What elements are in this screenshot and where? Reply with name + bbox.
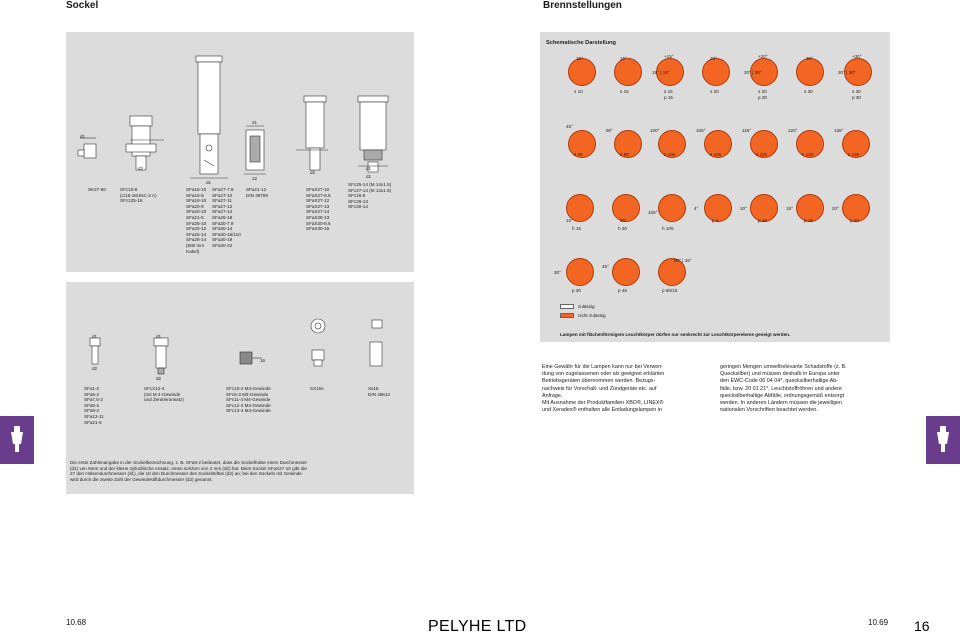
angle-label: 15° bbox=[576, 56, 583, 61]
legend-swatch-not-allowed bbox=[560, 313, 574, 318]
position-code: s 105 bbox=[710, 152, 722, 157]
position-code: p 4 bbox=[712, 218, 719, 223]
position-disk bbox=[612, 258, 640, 286]
angle-label: 90° bbox=[606, 128, 613, 133]
position-disk bbox=[796, 58, 824, 86]
position-code: s 15 bbox=[620, 89, 629, 94]
position-disk bbox=[566, 258, 594, 286]
angle-label: 30° bbox=[806, 56, 813, 61]
body-text-col1: Eine Gewähr für die Lampen kann nur bei Verwen- dung von zugelassenen oder als geeignet erklärten Betriebsgeräten übernommen werden. Bezugs- nachweis für Vorschalt- und Zündgeräte etc. auf Anfrage. Mit Ausnahme der Produktfamilien XBO®, LINEX® und Xeradex® enthalten alle Entladungslampen in bbox=[542, 364, 665, 414]
socket-group-label: SFa1-2 SFa6-2 SFa7,5-2 SFa8-2 SFa9-2 SFa12-11 SFa21-5 bbox=[84, 386, 104, 425]
left-footer-code: 10.68 bbox=[66, 618, 87, 627]
dim-label: d1 bbox=[366, 174, 372, 179]
angle-label: 30° bbox=[620, 218, 627, 223]
socket-group-label: Xs15 DIN 49613 bbox=[368, 386, 390, 397]
position-disk bbox=[702, 58, 730, 86]
burning-positions-panel bbox=[540, 32, 890, 342]
dim-label: d1 bbox=[92, 334, 98, 339]
position-code: s 30 p 30 bbox=[852, 89, 861, 100]
legend-swatch-allowed bbox=[560, 304, 574, 309]
position-code: p 20 bbox=[850, 218, 859, 223]
position-code: h 30 bbox=[618, 226, 627, 231]
position-code: s 30 bbox=[804, 89, 813, 94]
position-code: s 115 bbox=[756, 152, 767, 157]
dim-label: d1 bbox=[156, 334, 162, 339]
angle-label: +15° bbox=[664, 54, 674, 59]
lamp-orientation-note: Lampen mit flächenförmigem Leuchtkörper dürfen nur senkrecht zur Leuchtkörperebene geneigt werden. bbox=[560, 332, 791, 337]
position-code: s 120 bbox=[802, 152, 814, 157]
angle-label: 20° bbox=[710, 56, 717, 61]
angle-label: 115° bbox=[742, 128, 752, 133]
socket-panel-top bbox=[66, 32, 414, 272]
position-code: s 45 bbox=[574, 152, 583, 157]
angle-extra-label: 15° | 15° bbox=[652, 70, 670, 75]
schema-title: Schematische Darstellung bbox=[546, 40, 616, 46]
side-tab-right bbox=[926, 416, 960, 464]
dim-label: d1 bbox=[366, 166, 372, 171]
angle-label: 30° bbox=[554, 270, 561, 275]
left-page-title: Sockel bbox=[66, 0, 99, 11]
angle-label: 45° bbox=[566, 124, 573, 129]
position-code: s 135 bbox=[848, 152, 860, 157]
angle-label: 105° bbox=[648, 210, 658, 215]
position-code: p 45 bbox=[618, 288, 627, 293]
angle-label: 4° bbox=[694, 206, 699, 211]
position-code: s 90 bbox=[620, 152, 629, 157]
angle-label: 20° bbox=[832, 206, 839, 211]
socket-group-label: SFc25-14 (M 14x1.5) SFc27-14 (M 14x1.5) SFc16-6 SFc26-13 SFc30-14 bbox=[348, 182, 392, 210]
socket-panel-bottom bbox=[66, 282, 414, 494]
position-code: h 15 bbox=[572, 226, 581, 231]
angle-label: 15° bbox=[786, 206, 793, 211]
legend-label-allowed: zulässig bbox=[578, 304, 595, 309]
dim-label: 16 bbox=[260, 358, 266, 363]
socket-group-label: SFc10-4 M4-Gewinde SFc6-3 M3-Gewinde SFc11-4 M4-Gewinde SFc12-4 M4-Gewinde SFc13-4 M4-Gewinde bbox=[226, 386, 271, 414]
dim-label: d2 bbox=[156, 376, 162, 381]
position-code: h 105 bbox=[662, 226, 674, 231]
position-disk bbox=[658, 194, 686, 222]
angle-label: 15° bbox=[566, 218, 573, 223]
position-code: p 90/15 bbox=[662, 288, 678, 293]
socket-drawings-bottom bbox=[66, 282, 414, 402]
dim-label: d1 bbox=[80, 134, 86, 139]
angle-label: 120° bbox=[788, 128, 798, 133]
position-code: p 30 bbox=[572, 288, 581, 293]
position-code: p 10 bbox=[758, 218, 767, 223]
right-footer-code: 10.69 bbox=[868, 618, 889, 627]
dim-label: d1 bbox=[206, 180, 212, 185]
position-code: s 20 p 20 bbox=[758, 89, 767, 100]
position-code: s 20 bbox=[710, 89, 719, 94]
dim-label: d2 bbox=[310, 170, 316, 175]
position-code: s 10 bbox=[574, 89, 583, 94]
socket-group-label: SFaX27-10 SFaX27-8.5 SFaX27-12 SFaX27-13 SFaX27-14 SFaX28-13 SFaX30-8.6 SFaX30-16 bbox=[306, 187, 331, 232]
socket-naming-note: Die erste Zahlenangabe in der Sockelbezeichnung, z. B. SFa9-2 bedeutet, dass die Sockelhülse einen Durchmesser (d1) von 9mm und der kleine zylindrische Ansatz, einen solchen von 2 mm (d2) hat. Beim Sockel SFaX27-10 gibt die 27 den Hülsendurchmesser (d1), die 10 den Durchmesser des Sockelstiftes (d2) an; bei den Sockeln mit Gewinde wird durch die zweite Zahl der Gewindestiftdurchmesser (d2) genannt. bbox=[70, 460, 307, 482]
lamp-icon bbox=[934, 426, 952, 454]
right-page-title: Brennstellungen bbox=[543, 0, 622, 11]
position-disk bbox=[568, 58, 596, 86]
angle-label: +20° bbox=[758, 54, 768, 59]
socket-group-label: SFc10-8 (c/16-18UNC-2 A) SFc125-18 bbox=[120, 187, 157, 204]
dim-label: d2 bbox=[92, 366, 98, 371]
angle-label: 15° bbox=[620, 56, 627, 61]
page-number: 16 bbox=[914, 618, 930, 634]
socket-group-label: SX15s bbox=[310, 386, 324, 391]
position-disk bbox=[614, 58, 642, 86]
dim-label: 21 bbox=[252, 120, 258, 125]
position-code: s 100 bbox=[664, 152, 676, 157]
dim-label: d2 bbox=[138, 166, 144, 171]
socket-group-label: SK27-50 bbox=[88, 187, 106, 192]
angle-label: 100° bbox=[650, 128, 660, 133]
side-tab-left bbox=[0, 416, 34, 464]
body-text-col2: geringen Mengen umweltrelevante Schadstoffe (z. B. Quecksilber) und müssen deshalb in Europa unter den EWC-Code 06 04 04*, quecksilberhaltige Ab- fälle, bzw. 20 01 21*, Leuchtstoffröhren und andere quecksilberhaltige Abfälle, ordnungsgemäß entsorgt werden. In anderen Ländern müssen die jeweiligen nationalen Vorschriften beachtet werden. bbox=[720, 364, 847, 414]
angle-label: 45° bbox=[602, 264, 609, 269]
socket-group-label: SFa21-12 DIN 49759 bbox=[246, 187, 268, 198]
legend-label-not-allowed: nicht zulässig bbox=[578, 313, 606, 318]
position-code: s 15 p 15 bbox=[664, 89, 673, 100]
angle-label: 105° bbox=[696, 128, 706, 133]
angle-extra-label: 30° | 30° bbox=[838, 70, 856, 75]
angle-label: 10° bbox=[740, 206, 747, 211]
angle-label: 135° bbox=[834, 128, 844, 133]
angle-label: +30° bbox=[852, 54, 862, 59]
socket-group-label: SFcX12-4 (mit M 4-Gewinde und Zentrieransatz) bbox=[144, 386, 184, 403]
dim-label: 12 bbox=[252, 176, 258, 181]
socket-group-label: SFa27-7.9 SFa27-10 SFa27-11 SFa27-12 SFa27-14 SFa28-18 SFa30-7.9 SFa30-14 SFa30-15/110 SFa30-19 SFa30-22 bbox=[212, 187, 241, 248]
lamp-icon bbox=[8, 426, 26, 454]
socket-group-label: SFa15-10 SFa18-8 SFa18-10 SFa20-9 SFa20-10 SFa21-5 SFa25-10 SFa25-12 SFa25-14 SFa28-14 (500 mm Kabel) bbox=[186, 187, 207, 254]
position-code: p 15 bbox=[804, 218, 813, 223]
angle-extra-label: 20° | 20° bbox=[744, 70, 762, 75]
angle-label: 90° | 15° bbox=[674, 258, 692, 263]
brand-label: PELYHE LTD bbox=[428, 618, 527, 635]
